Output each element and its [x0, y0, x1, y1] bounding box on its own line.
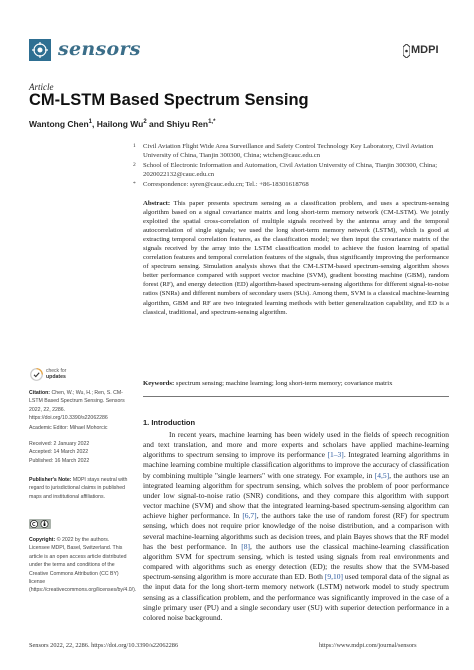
- article-title: CM-LSTM Based Spectrum Sensing: [29, 91, 309, 109]
- affiliation: [133, 142, 448, 160]
- affiliation-mark: 2: [133, 162, 136, 168]
- author-name[interactable]: Hailong Wu: [96, 119, 144, 129]
- paragraph-text: , the authors use the classical machine-learning classification algorithm SVM for spectrum sensing, which is tested using signals from real environments and compared with algorithms such as energy detection (ED); the results show that the SVM-based spectrum-sensing algorithm is more accurate than ED. Both: [143, 541, 449, 582]
- copyright-label: Copyright:: [29, 537, 56, 543]
- check-for-updates-link[interactable]: [46, 368, 66, 380]
- keywords-label: Keywords:: [143, 380, 175, 387]
- affiliation: [133, 161, 448, 179]
- correspondence-text: Correspondence: syren@cauc.edu.cn; Tel.: +86-18301618768: [143, 181, 309, 188]
- affiliation-text: School of Electronic Information and Automation, Civil Aviation University of China, Tianjin 300300, China; 2020022132@cauc.edu.cn: [143, 162, 438, 179]
- author-list: [29, 119, 215, 129]
- correspondence: [133, 180, 448, 189]
- copyright-block: [29, 536, 137, 595]
- author-name[interactable]: Shiyu Ren: [166, 119, 209, 129]
- editor-name: Mihael Mohorcic: [69, 425, 108, 431]
- publication-dates: [29, 440, 129, 465]
- paragraph-text: In recent years, machine learning has been widely used in the fields of speech recognition and text translation, and more and more experts and scholars have applied machine-learning algorithms to spectrum sensing to improve its performance: [143, 430, 449, 460]
- citation-text[interactable]: Chen, W.; Wu, H.; Ren, S. CM-LSTM Based Spectrum Sensing. Sensors 2022, 22, 2286. https://doi.org/10.3390/s22062286: [29, 390, 125, 422]
- keywords-text: spectrum sensing; machine learning; long short-term memory; covariance matrix: [175, 380, 393, 387]
- affiliation-mark: *: [133, 181, 136, 187]
- journal-logo-icon: [29, 39, 51, 61]
- paragraph-text: , the authors use an integrated learning algorithm for spectrum sensing, which solves the problem of poor performance under low signal-to-noise ratio (SNR) conditions, and they compare this algorithm with support vector machine (SVM) and show that the integrated learning-based spectrum-sensing algorithm can achieve higher performance. In: [143, 470, 449, 521]
- publisher-note: [29, 476, 129, 501]
- cc-by-license-icon[interactable]: [29, 519, 51, 529]
- section-divider: [143, 396, 449, 397]
- article-type: Article: [29, 82, 54, 92]
- author-affiliation-mark: 1: [88, 119, 92, 126]
- paragraph-text: , the authors take the use of random forest (RF) for spectrum sensing, which does not require prior knowledge of the noise distribution, and a comparison with several machine-learning algorithms such as decision trees, and plain Bayes shows that the RF model has the best performance. In: [143, 511, 449, 551]
- author-affiliation-mark: 2: [143, 119, 147, 126]
- abstract: [143, 199, 449, 317]
- received-date: Received: 2 January 2022: [29, 441, 90, 447]
- keywords: [143, 379, 449, 388]
- reference-link[interactable]: [6,7]: [242, 511, 257, 521]
- publisher-logo[interactable]: MDPI: [411, 44, 439, 56]
- academic-editor: [29, 424, 129, 432]
- copyright-text: © 2022 by the authors. Licensee MDPI, Basel, Switzerland. This article is an open access article distributed under the terms and conditions of the Creative Commons Attribution (CC BY) license (https://creativecommons.org/licenses/by/4.0/).: [29, 537, 137, 594]
- abstract-text: This paper presents spectrum sensing as a classification problem, and uses a spectrum-sensing algorithm based on a signal covariance matrix and long short-term memory network (CM-LSTM). We jointly exploited the spatial cross-correlation of multiple signals received by the antenna array and the temporal autocorrelation of single signals; we used the long short-term memory network (LSTM), which is good at extracting temporal correlation features, as the classification model; we then input the covariance matrix of the signals received by the array into the LSTM classification model to achieve the fusion learning of spatial correlation features and temporal correlation features of the signals, thus significantly improving the performance of spectrum sensing. Simulation analysis shows that the CM-LSTM-based spectrum-sensing algorithm shows better performance compared with support vector machine (SVM), gradient boosting machine (GBM), random forest (RF), and energy detection (ED) algorithm-based spectrum-sensing algorithms for different signal-to-noise ratios (SNRs) and different numbers of secondary users (SUs). Among them, SVM is a classical machine-learning algorithm, GBM and RF are two integrated learning methods with better generalization capability, and ED is a classical, traditional, and spectrum-sensing algorithm.: [143, 200, 449, 316]
- citation-block: [29, 389, 129, 423]
- mdpi-logo-icon: [403, 44, 410, 58]
- citation-label: Citation:: [29, 390, 51, 396]
- affiliation-mark: 1: [133, 143, 136, 149]
- paragraph-text: used temporal data of the signal as the input data for the long short-term memory network (LSTM) network model to study spectrum sensing as a classification problem, and the performance was significantly improved in the case of a single primary user (PU) and a single secondary user (SU) with superior detection performance in a colored noise background.: [143, 572, 449, 622]
- paragraph-text: . Integrated learning algorithms in machine learning combine multiple classification algorithms to improve the accuracy of classification by combining multiple "single learners" with one strategy. For example, in: [143, 450, 449, 480]
- publisher-note-label: Publisher's Note:: [29, 477, 72, 483]
- abstract-label: Abstract:: [143, 200, 171, 207]
- footer-citation[interactable]: Sensors 2022, 22, 2286. https://doi.org/10.3390/s22062286: [29, 642, 179, 649]
- footer-journal-url[interactable]: https://www.mdpi.com/journal/sensors: [319, 642, 417, 649]
- author-separator: and: [146, 119, 167, 129]
- publisher-note-text: MDPI stays neutral with regard to jurisdictional claims in published maps and institutional affiliations.: [29, 477, 128, 500]
- check-for-updates-line: check for: [46, 368, 67, 374]
- reference-link[interactable]: [1–3]: [327, 450, 344, 460]
- accepted-date: Accepted: 14 March 2022: [29, 449, 89, 456]
- reference-link[interactable]: [8]: [241, 541, 250, 551]
- check-for-updates-line: updates: [46, 374, 66, 380]
- reference-link[interactable]: [4,5]: [374, 470, 390, 480]
- section-heading: 1. Introduction: [143, 418, 196, 427]
- check-for-updates-icon[interactable]: [30, 368, 43, 381]
- reference-link[interactable]: [9,10]: [324, 572, 343, 582]
- editor-label: Academic Editor:: [29, 425, 69, 431]
- journal-name[interactable]: sensors: [58, 38, 141, 60]
- affiliation-text: Civil Aviation Flight Wide Area Surveillance and Safety Control Technology Key Laboratory, Civil Aviation University of China, Tianjin 300300, China; wtchen@cauc.edu.cn: [143, 143, 434, 160]
- author-affiliation-mark: 1,*: [208, 119, 216, 126]
- author-separator: ,: [92, 119, 97, 129]
- published-date: Published: 16 March 2022: [29, 457, 90, 464]
- body-paragraph: [143, 430, 449, 623]
- author-name[interactable]: Wantong Chen: [29, 119, 89, 129]
